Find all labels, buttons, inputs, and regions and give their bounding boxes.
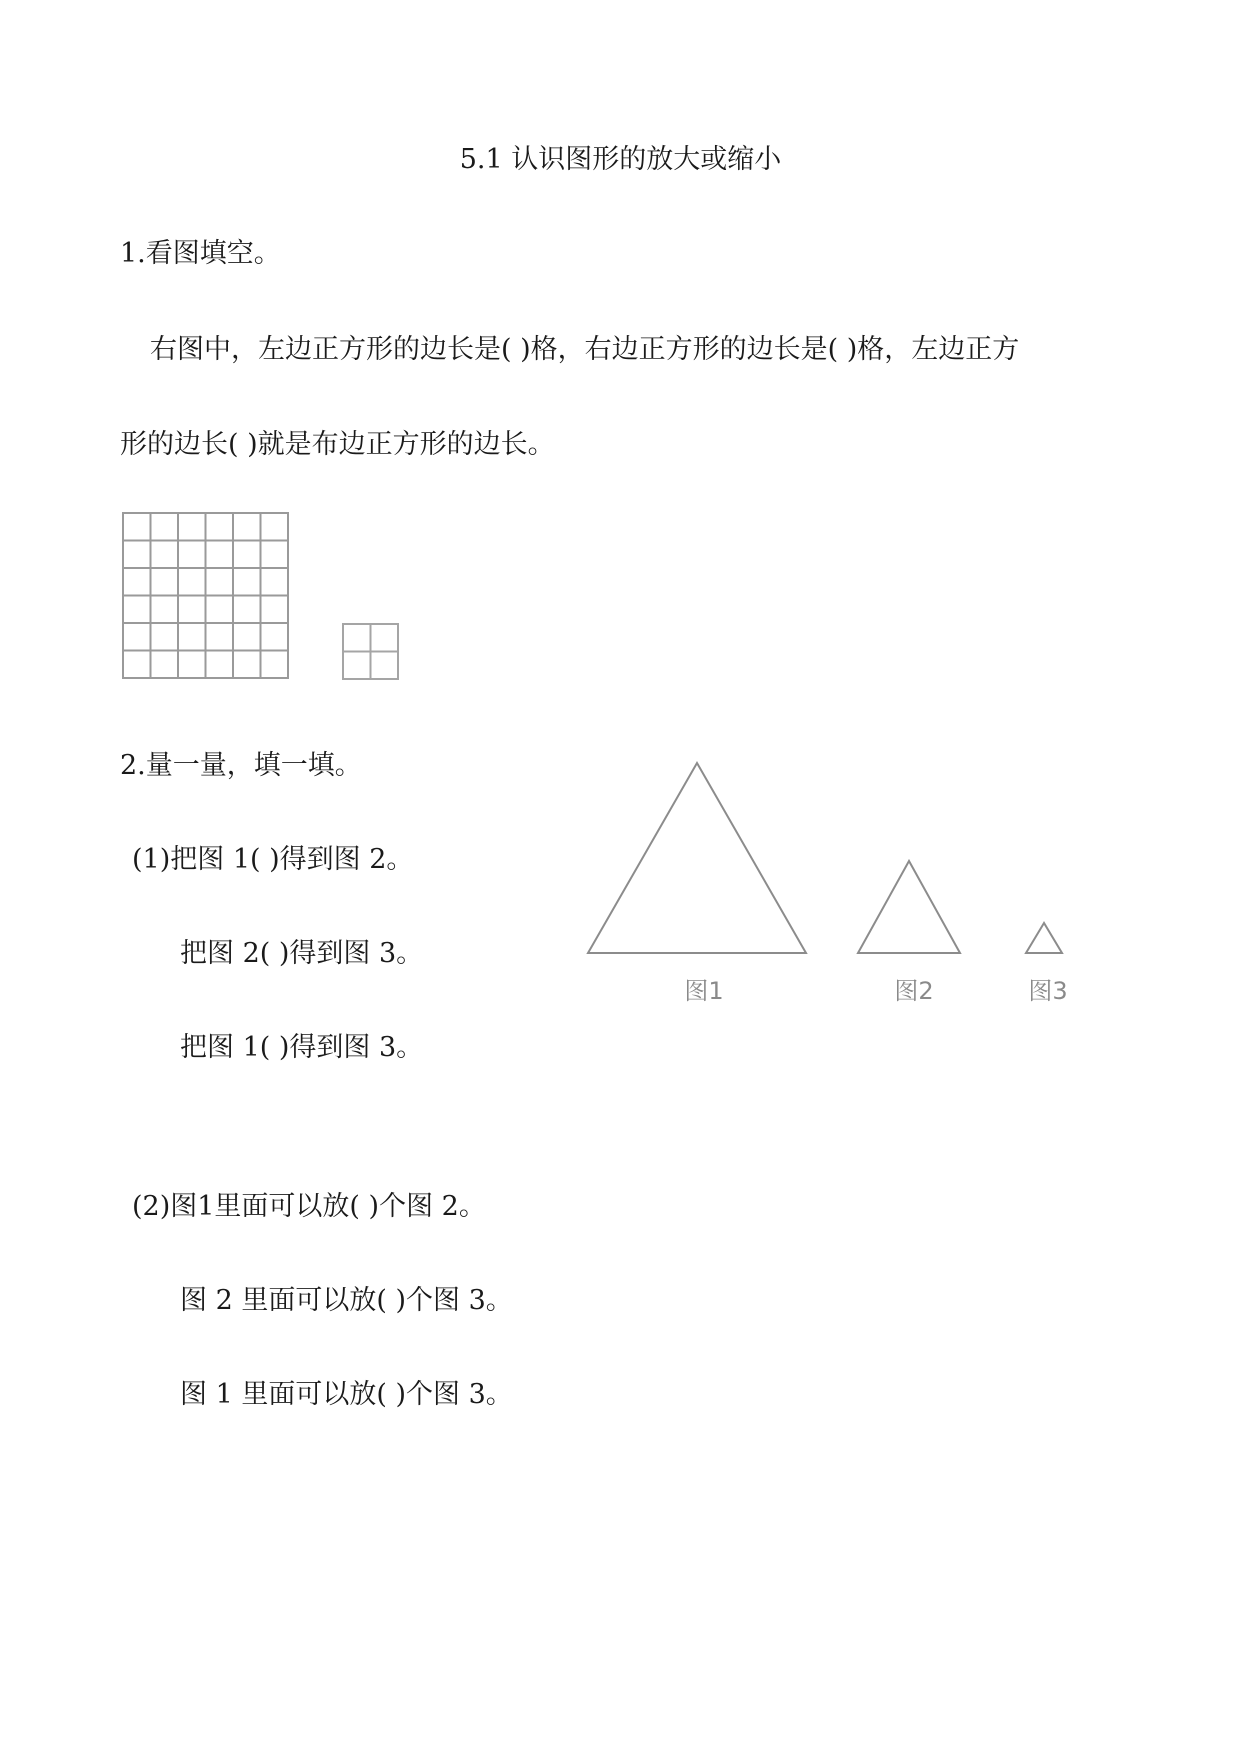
triangle-figure-1 [588,763,806,953]
square-grids-figure [120,510,420,690]
question-1-heading: 1.看图填空。 [120,238,281,269]
large-square-grid [123,513,288,678]
question-2-part-1-line-3: 把图 1( )得到图 3。 [180,1032,424,1063]
question-1-text-line-1: 右图中，左边正方形的边长是( )格，右边正方形的边长是( )格，左边正方 [150,334,1020,365]
triangles-figure [580,755,1080,1015]
triangle-figure-3 [1026,923,1062,953]
small-square-grid [343,624,398,679]
question-2-part-2-line-2: 图 2 里面可以放( )个图 3。 [180,1285,513,1316]
question-2-part-2-line-3: 图 1 里面可以放( )个图 3。 [180,1379,513,1410]
triangle-figure-2 [858,861,960,953]
page-title: 5.1 认识图形的放大或缩小 [459,144,782,175]
caption-figure-2: 图2 [894,977,934,1005]
caption-figure-3: 图3 [1028,977,1068,1005]
caption-figure-1: 图1 [684,977,724,1005]
question-2-part-1-line-2: 把图 2( )得到图 3。 [180,938,424,969]
question-2-heading: 2.量一量，填一填。 [120,750,362,781]
question-2-part-2-line-1: (2)图1里面可以放( )个图 2。 [132,1191,486,1222]
question-1-text-line-2: 形的边长( )就是布边正方形的边长。 [120,429,555,460]
question-2-part-1-line-1: (1)把图 1( )得到图 2。 [132,844,414,875]
